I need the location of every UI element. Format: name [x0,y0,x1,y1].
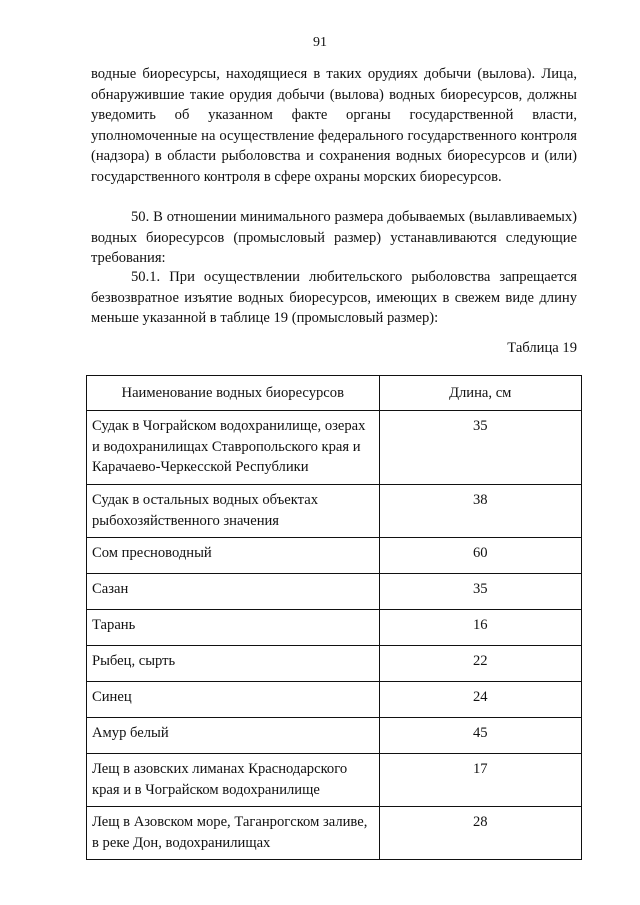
table-row [87,485,582,538]
cell-name: Судак в Чограйском водохранилище, озерах и водохранилищах Ставропольского края и Карачаево-Черкесской Республики [87,411,380,485]
cell-name: Лещ в Азовском море, Таганрогском заливе, в реке Дон, водохранилищах [87,807,380,860]
cell-length: 22 [379,646,582,682]
cell-length: 17 [379,754,582,807]
paragraph-50: 50. В отношении минимального размера добываемых (вылавливаемых) водных биоресурсов (промысловый размер) устанавливаются следующие требования: [91,209,577,266]
table-row [87,538,582,574]
cell-length: 38 [379,485,582,538]
cell-name: Синец [87,682,380,718]
table-header-row [87,376,582,411]
table-row [87,807,582,860]
table-row [87,574,582,610]
cell-name: Лещ в азовских лиманах Краснодарского края и в Чограйском водохранилище [87,754,380,807]
header-length: Длина, см [379,376,582,411]
cell-name: Тарань [87,610,380,646]
cell-name: Сом пресноводный [87,538,380,574]
cell-name: Рыбец, сырть [87,646,380,682]
cell-length: 28 [379,807,582,860]
cell-length: 60 [379,538,582,574]
page-number: 91 [313,35,327,50]
table-row [87,754,582,807]
table-row [87,682,582,718]
cell-length: 16 [379,610,582,646]
table-row [87,610,582,646]
table-row [87,646,582,682]
cell-length: 24 [379,682,582,718]
paragraph-50-1: 50.1. При осуществлении любительского рыболовства запрещается безвозвратное изъятие водных биоресурсов, имеющих в свежем виде длину меньше указанной в таблице 19 (промысловый размер): [91,269,577,326]
table-row [87,718,582,754]
cell-name: Судак в остальных водных объектах рыбохозяйственного значения [87,485,380,538]
cell-name: Амур белый [87,718,380,754]
table-row [87,411,582,485]
cell-length: 45 [379,718,582,754]
size-limits-table [86,375,582,860]
header-name: Наименование водных биоресурсов [87,376,380,411]
cell-length: 35 [379,411,582,485]
table-caption: Таблица 19 [507,340,577,356]
paragraph-continuation: водные биоресурсы, находящиеся в таких орудиях добычи (вылова). Лица, обнаружившие такие орудия добычи (вылова) водных биоресурсов, должны уведомить об указанном факте органы государственной власти, уполномоченные на осуществление федерального государственного контроля (надзора) в области рыболовства и сохранения водных биоресурсов и (или) государственного контроля в сфере охраны морских биоресурсов. [91,66,577,185]
cell-name: Сазан [87,574,380,610]
cell-length: 35 [379,574,582,610]
